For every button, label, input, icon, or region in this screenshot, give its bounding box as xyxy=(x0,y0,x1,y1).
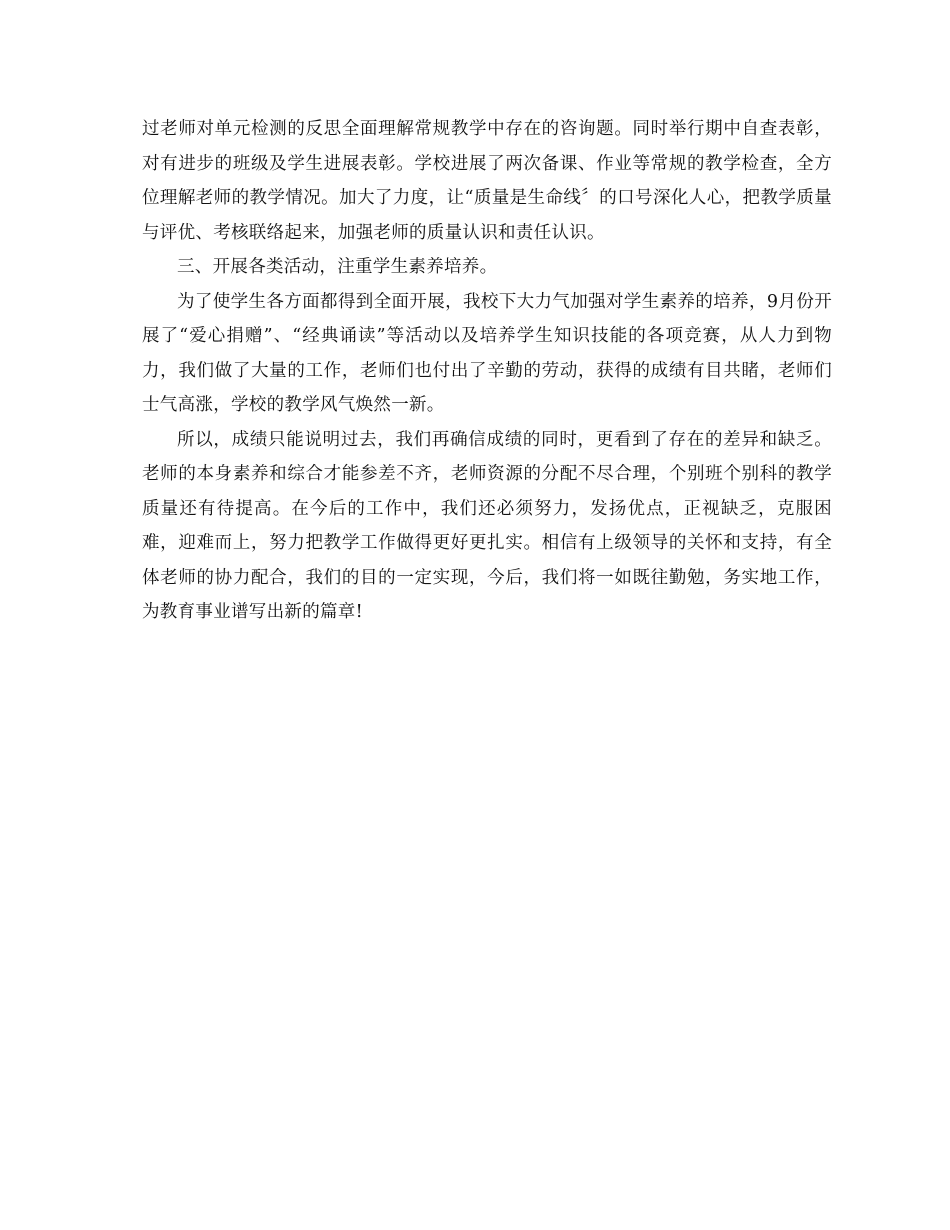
section-heading: 三、开展各类活动，注重学生素养培养。 xyxy=(177,257,498,277)
body-paragraph: 为了使学生各方面都得到全面开展，我校下大力气加强对学生素养的培养，9月份开展了“爱心捐赠”、“经典诵读”等活动以及培养学生知识技能的各项竞赛，从人力到物力，我们做了大量的工作，老师们也付出了辛勤的劳动，获得的成绩有目共睹，老师们士气高涨，学校的教学风气焕然一新。 xyxy=(142,291,832,415)
body-paragraph: 过老师对单元检测的反思全面理解常规教学中存在的咨询题。同时举行期中自查表彰，对有进步的班级及学生进展表彰。学校进展了两次备课、作业等常规的教学检查，全方位理解老师的教学情况。加大了力度，让“质量是生命线〞的口号深化人心，把教学质量与评优、考核联络起来，加强老师的质量认识和责任认识。 xyxy=(142,119,832,243)
document-body xyxy=(142,112,832,630)
body-paragraph: 所以，成绩只能说明过去，我们再确信成绩的同时，更看到了存在的差异和缺乏。老师的本身素养和综合才能参差不齐，老师资源的分配不尽合理，个别班个别科的教学质量还有待提高。在今后的工作中，我们还必须努力，发扬优点，正视缺乏，克服困难，迎难而上，努力把教学工作做得更好更扎实。相信有上级领导的关怀和支持，有全体老师的协力配合，我们的目的一定实现，今后，我们将一如既往勤勉，务实地工作，为教育事业谱写出新的篇章! xyxy=(142,429,832,622)
